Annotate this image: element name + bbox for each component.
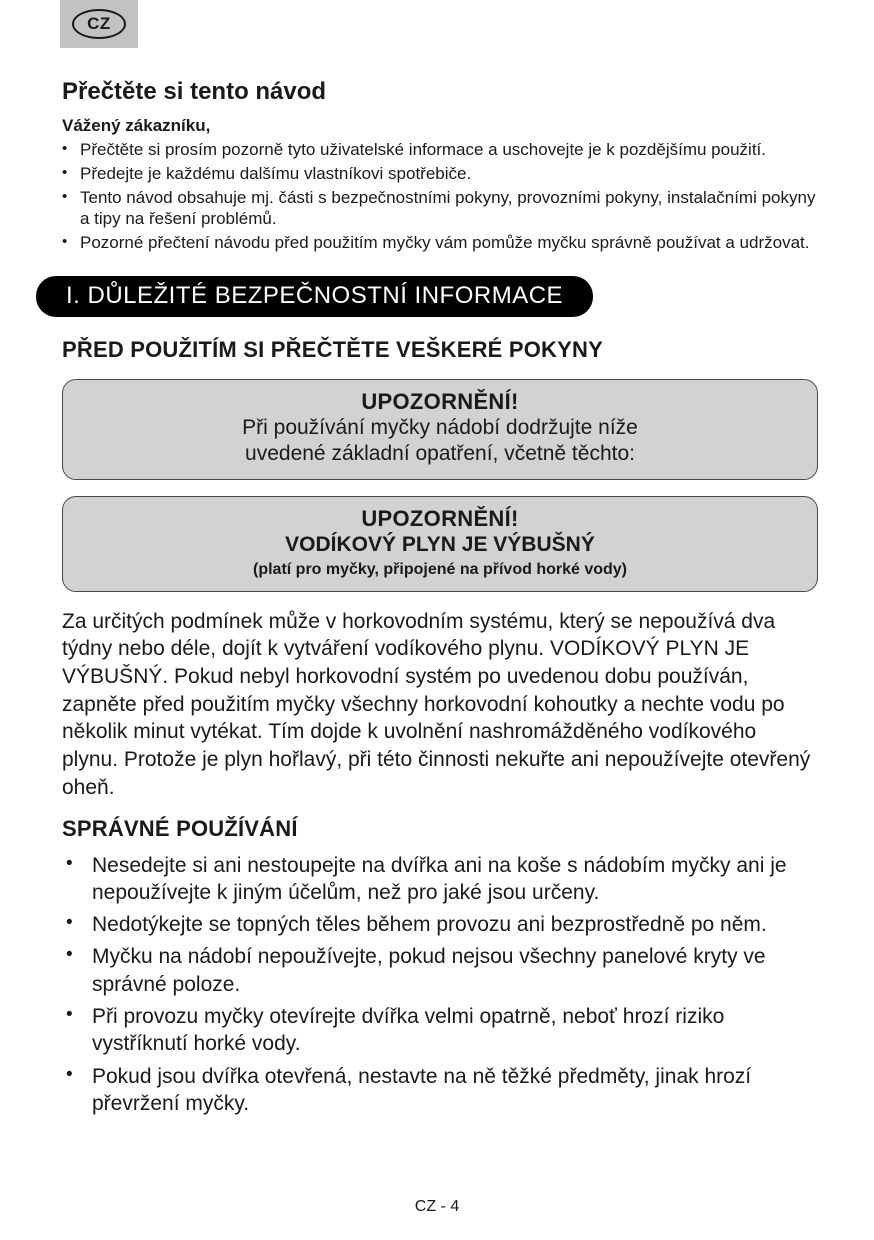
- bullet-marker: •: [62, 163, 68, 181]
- section-banner: I. DŮLEŽITÉ BEZPEČNOSTNÍ INFORMACE: [36, 276, 593, 317]
- warning-note: (platí pro myčky, připojené na přívod horké vody): [253, 560, 627, 578]
- list-item-text: Nesedejte si ani nestoupejte na dvířka ani na koše s nádobím myčky ani je nepoužívejte k jiným účelům, než pro jaké jsou určeny.: [92, 853, 787, 904]
- list-item-text: Při provozu myčky otevírejte dvířka velmi opatrně, neboť hrozí riziko vystříknutí horké vody.: [92, 1005, 725, 1056]
- language-tab: [60, 0, 138, 48]
- page-number: CZ - 4: [414, 1198, 460, 1215]
- warning-title: UPOZORNĚNÍ!: [361, 388, 519, 414]
- language-badge: CZ: [72, 9, 126, 39]
- warning-box-hydrogen: [62, 496, 818, 591]
- usage-heading: SPRÁVNÉ POUŽÍVÁNÍ: [62, 815, 298, 841]
- list-item-text: Tento návod obsahuje mj. části s bezpečnostními pokyny, provozními pokyny, instalačními pokyny a tipy na řešení problémů.: [80, 187, 816, 229]
- list-item-text: Pokud jsou dvířka otevřená, nestavte na ně těžké předměty, jinak hrozí převržení myčky.: [92, 1064, 752, 1115]
- bullet-marker: •: [66, 1004, 73, 1026]
- bullet-marker: •: [62, 140, 68, 157]
- warning-text-line: uvedené základní opatření, včetně těchto:: [245, 442, 635, 465]
- warning-text-line: Při používání myčky nádobí dodržujte níže: [242, 415, 638, 439]
- list-item-text: Předejte je každému dalšímu vlastníkovi spotřebiče.: [80, 163, 472, 183]
- list-item: [62, 911, 818, 938]
- bullet-marker: •: [62, 233, 68, 250]
- warning-text-line: VODÍKOVÝ PLYN JE VÝBUŠNÝ: [285, 533, 595, 557]
- list-item: [62, 1003, 818, 1058]
- intro-bullet-list: [62, 139, 818, 254]
- list-item: [62, 163, 818, 185]
- hydrogen-explanation-paragraph: Za určitých podmínek může v horkovodním systému, který se nepoužívá dva týdny nebo déle, dojít k vytváření vodíkového plynu. VODÍKOVÝ PLYN JE VÝBUŠNÝ. Pokud nebyl horkovodní systém po uvedenou dobu používán, zapněte před použitím myčky všechny horkovodní kohoutky a nechte vodu po několik minut vytékat. Tím dojde k uvolnění nashromážděného vodíkového plynu. Protože je plyn hořlavý, při této činnosti nekuřte ani nepoužívejte otevřený oheň.: [62, 609, 811, 799]
- bullet-marker: •: [66, 1063, 73, 1085]
- bullet-marker: •: [66, 944, 73, 966]
- list-item: [62, 1063, 818, 1118]
- warning-box-general: [62, 379, 818, 481]
- bullet-marker: •: [66, 852, 73, 874]
- list-item-text: Pozorné přečtení návodu před použitím myčky vám pomůže myčku správně používat a udržovat.: [80, 233, 810, 252]
- section-subheading: PŘED POUŽITÍM SI PŘEČTĚTE VEŠKERÉ POKYNY: [62, 336, 603, 362]
- list-item: [62, 232, 818, 254]
- salutation: Vážený zákazníku,: [62, 116, 211, 135]
- list-item-text: Myčku na nádobí nepoužívejte, pokud nejsou všechny panelové kryty ve správné poloze.: [92, 945, 766, 996]
- list-item-text: Nedotýkejte se topných těles během provozu ani bezprostředně po něm.: [92, 913, 767, 937]
- intro-title: Přečtěte si tento návod: [62, 78, 327, 105]
- list-item: [62, 187, 818, 231]
- usage-bullet-list: [62, 852, 818, 1118]
- list-item: [62, 139, 818, 161]
- bullet-marker: •: [62, 187, 68, 205]
- warning-title: UPOZORNĚNÍ!: [361, 506, 519, 532]
- list-item: [62, 852, 818, 907]
- list-item-text: Přečtěte si prosím pozorně tyto uživatelské informace a uschovejte je k pozdějšímu použití.: [80, 140, 766, 159]
- bullet-marker: •: [66, 912, 73, 934]
- list-item: [62, 943, 818, 998]
